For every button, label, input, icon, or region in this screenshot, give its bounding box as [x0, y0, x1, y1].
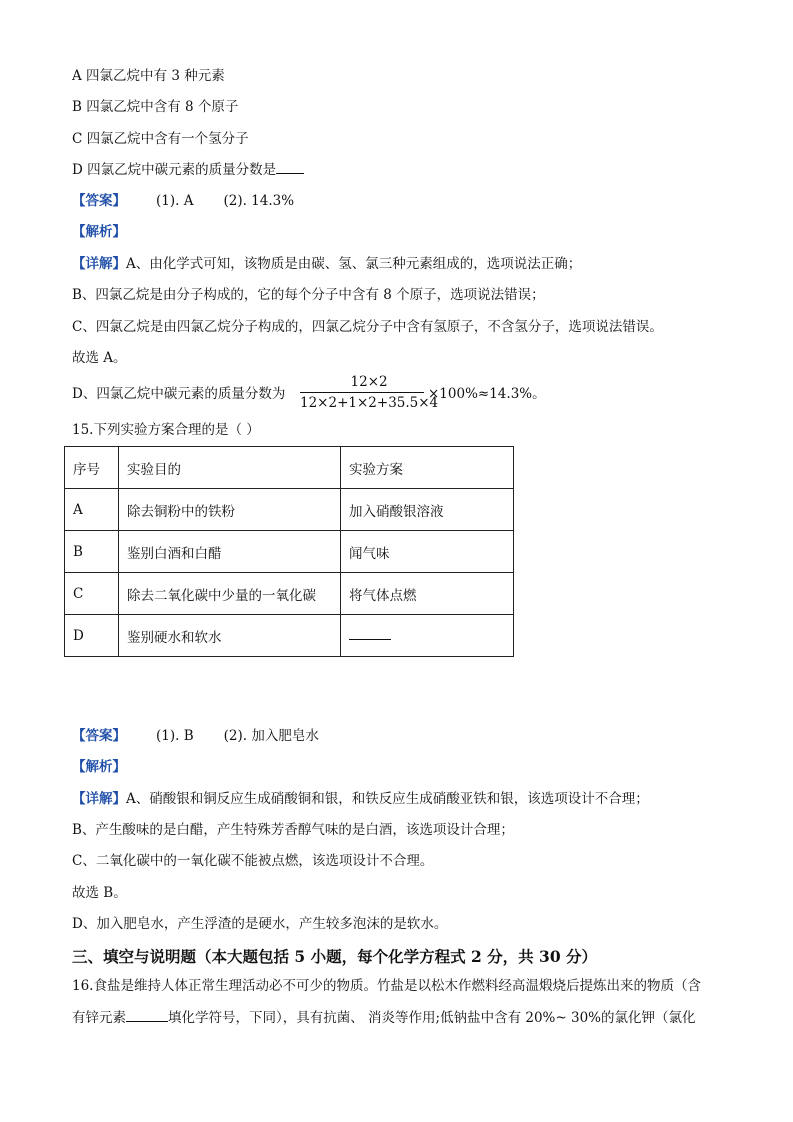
q15-detail-a: 【详解】A、硝酸银和铜反应生成硝酸铜和银，和铁反应生成硝酸亚铁和银，该选项设计不合理； — [72, 791, 649, 807]
answer-blank — [276, 161, 304, 174]
table-cell: A — [65, 489, 119, 531]
table-header-cell: 实验方案 — [341, 447, 514, 489]
table-row — [65, 489, 514, 531]
q16-line1: 16.食盐是维持人体正常生理活动必不可少的物质。竹盐是以松木作燃料经高温煅烧后提炼出来的物质（含 — [72, 978, 701, 994]
q15-analysis-tag: 【解析】 — [72, 759, 126, 775]
mass-fraction-formula — [300, 374, 438, 411]
table-cell: D — [65, 615, 119, 657]
table-cell: 加入硝酸银溶液 — [341, 489, 514, 531]
option-b: B 四氯乙烷中含有 8 个原子 — [72, 99, 239, 115]
table-cell: 将气体点燃 — [341, 573, 514, 615]
q15-choose: 故选 B。 — [72, 885, 127, 901]
option-c: C 四氯乙烷中含有一个氢分子 — [72, 131, 249, 147]
q14-detail-a: 【详解】A、由化学式可知，该物质是由碳、氢、氯三种元素组成的，选项说法正确； — [72, 256, 582, 272]
q14-detail-d-suffix: ×100%≈14.3%。 — [428, 386, 546, 402]
q14-detail-d-prefix: D、四氯乙烷中碳元素的质量分数为 — [72, 386, 286, 402]
table-cell: 闻气味 — [341, 531, 514, 573]
table-cell-blank — [341, 615, 514, 657]
table-header-cell: 序号 — [65, 447, 119, 489]
fraction-numerator: 12×2 — [350, 374, 388, 390]
q15-answer: 【答案】 (1). B (2). 加入肥皂水 — [72, 728, 319, 744]
fraction-bar — [300, 392, 424, 393]
option-d: D 四氯乙烷中碳元素的质量分数是 — [72, 161, 304, 179]
q16-line2: 有锌元素 填化学符号，下同），具有抗菌、 消炎等作用;低钠盐中含有 20%~ 30%的氯化钾（氯化 — [72, 1010, 696, 1026]
q15-stem: 15.下列实验方案合理的是（ ） — [72, 422, 260, 438]
answer-blank — [126, 1009, 168, 1022]
table-cell: C — [65, 573, 119, 615]
table-cell: B — [65, 531, 119, 573]
q14-answer: 【答案】 (1). A (2). 14.3% — [72, 193, 295, 209]
fraction-denominator: 12×2+1×2+35.5×4 — [300, 395, 439, 411]
q15-detail-b: B、产生酸味的是白醋，产生特殊芳香醇气味的是白酒，该选项设计合理； — [72, 822, 514, 838]
table-row — [65, 615, 514, 657]
answer-blank — [349, 627, 391, 640]
q14-analysis-tag: 【解析】 — [72, 224, 126, 240]
table-header-row — [65, 447, 514, 489]
table-header-cell: 实验目的 — [119, 447, 341, 489]
q14-choose: 故选 A。 — [72, 350, 127, 366]
table-cell: 鉴别白酒和白醋 — [119, 531, 341, 573]
table-row — [65, 531, 514, 573]
q14-detail-b: B、四氯乙烷是由分子构成的，它的每个分子中含有 8 个原子，选项说法错误； — [72, 287, 545, 303]
section-three-title: 三、填空与说明题（本大题包括 5 小题，每个化学方程式 2 分，共 30 分） — [72, 947, 598, 966]
table-cell: 除去铜粉中的铁粉 — [119, 489, 341, 531]
option-a: A 四氯乙烷中有 3 种元素 — [72, 68, 225, 84]
table-row — [65, 573, 514, 615]
table-cell: 除去二氧化碳中少量的一氧化碳 — [119, 573, 341, 615]
experiment-table — [64, 446, 514, 657]
q15-detail-c: C、二氧化碳中的一氧化碳不能被点燃，该选项设计不合理。 — [72, 853, 434, 869]
q14-detail-c: C、四氯乙烷是由四氯乙烷分子构成的，四氯乙烷分子中含有氢原子，不含氢分子，选项说法错误。 — [72, 319, 663, 335]
q15-detail-d: D、加入肥皂水，产生浮渣的是硬水，产生较多泡沫的是软水。 — [72, 916, 448, 932]
table-cell: 鉴别硬水和软水 — [119, 615, 341, 657]
